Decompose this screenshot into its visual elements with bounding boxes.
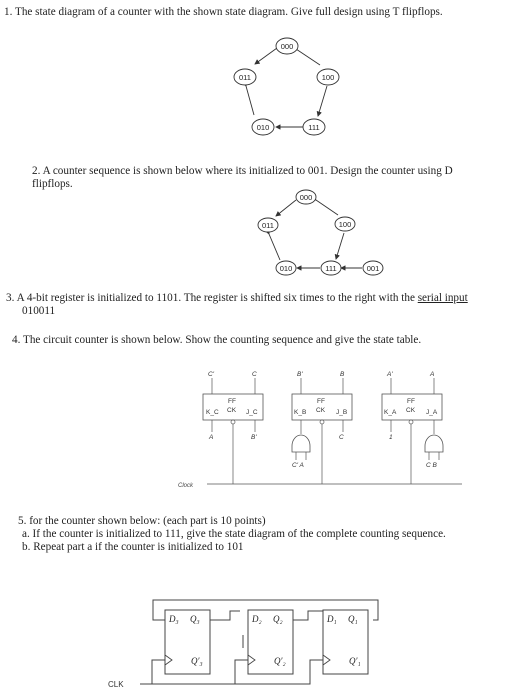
svg-text:000: 000 [299,193,313,202]
d-flipflop-1 [323,610,368,674]
svg-text:FF: FF [317,398,325,405]
svg-text:A: A [209,434,214,441]
svg-text:Q₃: Q₃ [190,614,200,624]
svg-text:D₁: D₁ [327,614,337,624]
svg-text:J_A: J_A [426,409,438,416]
svg-text:010: 010 [279,264,293,273]
svg-text:CK: CK [227,407,237,414]
question-2-line-1: 2. A counter sequence is shown below where its initialized to 001. Design the counter using D [32,165,453,177]
svg-text:K_A: K_A [384,409,397,416]
svg-text:CK: CK [316,407,326,414]
svg-text:010: 010 [256,123,270,132]
svg-text:111: 111 [325,264,337,273]
question-4-text: 4. The circuit counter is shown below. Show the counting sequence and give the state table. [12,334,422,346]
svg-text:111: 111 [308,123,320,132]
svg-text:1: 1 [389,434,393,441]
svg-text:C: C [339,434,344,441]
svg-text:Q₂: Q₂ [273,614,283,624]
question-1-text: 1. The state diagram of a counter with the shown state diagram. Give full design using T flipflops. [4,6,443,18]
svg-text:B: B [340,371,345,378]
d-flipflop-3 [165,610,210,674]
svg-text:FF: FF [407,398,415,405]
svg-text:B': B' [297,371,303,378]
svg-text:011: 011 [262,221,274,230]
question-3-line-2: 010011 [22,305,56,317]
svg-text:A': A' [387,371,393,378]
svg-text:100: 100 [338,220,352,229]
svg-text:C': C' [208,371,214,378]
svg-text:CK: CK [406,407,416,414]
svg-text:Q′₃: Q′₃ [191,656,203,666]
svg-text:Q′₁: Q′₁ [349,656,361,666]
svg-text:D₃: D₃ [169,614,179,624]
svg-text:Q₁: Q₁ [348,614,358,624]
svg-text:100: 100 [321,73,335,82]
question-3-text: 3. A 4-bit register is initialized to 1101. The register is shifted six times to the right with the [6,292,418,304]
svg-text:C B: C B [426,462,437,469]
svg-text:K_B: K_B [294,409,307,416]
question-5-line-3: b. Repeat part a if the counter is initialized to 101 [22,541,244,553]
question-5-line-2: a. If the counter is initialized to 111, give the state diagram of the complete counting sequence. [22,528,446,540]
svg-text:J_C: J_C [246,409,258,416]
svg-text:011: 011 [239,73,251,82]
clk-label: CLK [108,680,124,689]
svg-text:C' A: C' A [292,462,304,469]
d-flipflop-2 [248,610,293,674]
svg-text:C: C [252,371,257,378]
question-5-line-1: 5. for the counter shown below: (each part is 10 points) [18,515,266,527]
svg-text:Q′₂: Q′₂ [274,656,286,666]
svg-text:FF: FF [228,398,236,405]
svg-text:K_C: K_C [206,409,219,416]
svg-text:A: A [430,371,435,378]
svg-text:J_B: J_B [336,409,348,416]
svg-text:000: 000 [280,42,294,51]
svg-text:D₂: D₂ [252,614,262,624]
clock-label: Clock [178,483,194,489]
question-2-line-2: flipflops. [32,178,73,190]
svg-text:B': B' [251,434,257,441]
svg-text:001: 001 [366,264,380,273]
serial-input-link: serial input [417,292,468,304]
